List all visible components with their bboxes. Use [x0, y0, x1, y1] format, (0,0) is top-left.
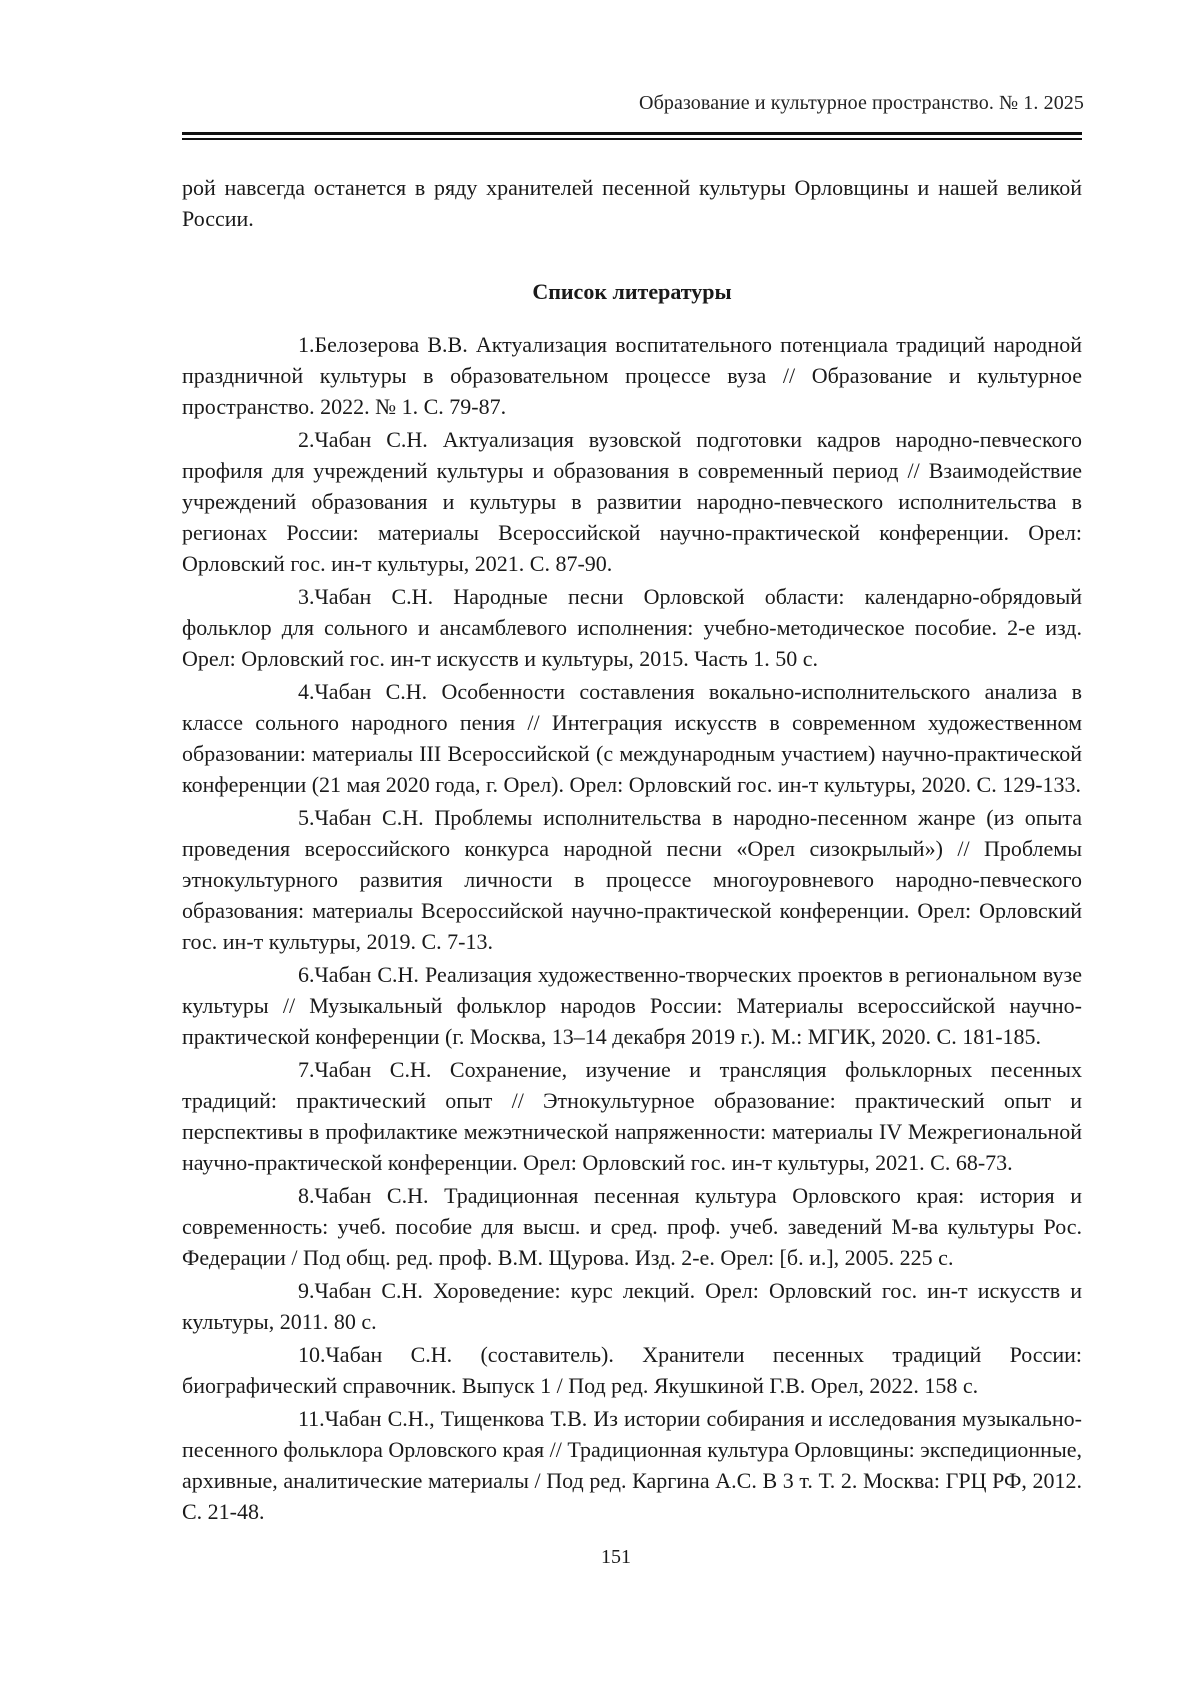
- reference-item: [182, 581, 1082, 674]
- reference-text: Чабан С.Н. (составитель). Хранители песенных традиций России: биографический справочник. Выпуск 1 / Под ред. Якушкиной Г.В. Орел, 2022. 158 с.: [182, 1342, 1082, 1398]
- reference-item: [182, 424, 1082, 579]
- running-header: Образование и культурное пространство. № 1. 2025: [639, 92, 1084, 114]
- reference-item: [182, 1054, 1082, 1178]
- reference-text: Чабан С.Н. Народные песни Орловской области: календарно-обрядовый фольклор для сольного и ансамблевого исполнения: учебно-методическое пособие. 2-е изд. Орел: Орловский гос. ин-т искусств и культуры, 2015. Часть 1. 50 с.: [182, 584, 1082, 671]
- reference-text: Чабан С.Н. Актуализация вузовской подготовки кадров народно-певческого профиля для учреждений культуры и образования в современный период // Взаимодействие учреждений образования и культуры в развитии народно-певческого исполнительства в регионах России: материалы Всероссийской научно-практической конференции. Орел: Орловский гос. ин-т культуры, 2021. С. 87-90.: [182, 427, 1082, 576]
- reference-item: [182, 1180, 1082, 1273]
- reference-text: Чабан С.Н. Хороведение: курс лекций. Орел: Орловский гос. ин-т искусств и культуры, 2011. 80 с.: [182, 1278, 1082, 1334]
- reference-number: 1.: [298, 332, 315, 357]
- reference-text: Чабан С.Н. Традиционная песенная культура Орловского края: история и современность: учеб. пособие для высш. и сред. проф. учеб. заведений М-ва культуры Рос. Федерации / Под общ. ред. проф. В.М. Щурова. Изд. 2-е. Орел: [б. и.], 2005. 225 с.: [182, 1183, 1082, 1270]
- reference-text: Чабан С.Н. Реализация художественно-творческих проектов в региональном вузе культуры // Музыкальный фольклор народов России: Материалы всероссийской научно-практической конференции (г. Москва, 13–14 декабря 2019 г.). М.: МГИК, 2020. С. 181-185.: [182, 962, 1082, 1049]
- header-rule-thin: [182, 138, 1082, 140]
- reference-number: 8.: [298, 1183, 315, 1208]
- reference-number: 9.: [298, 1278, 315, 1303]
- reference-number: 3.: [298, 584, 315, 609]
- reference-item: [182, 959, 1082, 1052]
- reference-text: Чабан С.Н. Проблемы исполнительства в народно-песенном жанре (из опыта проведения всероссийского конкурса народной песни «Орел сизокрылый») // Проблемы этнокультурного развития личности в процессе многоуровневого народно-певческого образования: материалы Всероссийской научно-практической конференции. Орел: Орловский гос. ин-т культуры, 2019. С. 7-13.: [182, 805, 1082, 954]
- reference-text: Чабан С.Н. Особенности составления вокально-исполнительского анализа в классе сольного народного пения // Интеграция искусств в современном художественном образовании: материалы III Всероссийской (с международным участием) научно-практической конференции (21 мая 2020 года, г. Орел). Орел: Орловский гос. ин-т культуры, 2020. С. 129-133.: [182, 679, 1082, 797]
- reference-number: 2.: [298, 427, 315, 452]
- references-list: [182, 329, 1082, 1527]
- reference-text: Белозерова В.В. Актуализация воспитательного потенциала традиций народной праздничной культуры в образовательном процессе вуза // Образование и культурное пространство. 2022. № 1. С. 79-87.: [182, 332, 1082, 419]
- reference-number: 10.: [298, 1342, 326, 1367]
- main-content: [182, 172, 1082, 1529]
- reference-number: 5.: [298, 805, 315, 830]
- reference-text: Чабан С.Н. Сохранение, изучение и трансляция фольклорных песенных традиций: практический опыт // Этнокультурное образование: практический опыт и перспективы в профилактике межэтнической напряженности: материалы IV Межрегиональной научно-практической конференции. Орел: Орловский гос. ин-т культуры, 2021. С. 68-73.: [182, 1057, 1082, 1175]
- reference-item: [182, 802, 1082, 957]
- reference-number: 11.: [298, 1406, 325, 1431]
- reference-text: Чабан С.Н., Тищенкова Т.В. Из истории собирания и исследования музыкально-песенного фольклора Орловского края // Традиционная культура Орловщины: экспедиционные, архивные, аналитические материалы / Под ред. Каргина А.С. В 3 т. Т. 2. Москва: ГРЦ РФ, 2012. С. 21-48.: [182, 1406, 1082, 1524]
- page-number: 151: [601, 1546, 631, 1568]
- reference-item: [182, 1403, 1082, 1527]
- reference-number: 4.: [298, 679, 315, 704]
- references-title: Список литературы: [532, 279, 732, 304]
- reference-number: 7.: [298, 1057, 315, 1082]
- reference-number: 6.: [298, 962, 315, 987]
- reference-item: [182, 676, 1082, 800]
- body-paragraph-continuation: рой навсегда останется в ряду хранителей песенной культуры Орловщины и нашей великой России.: [182, 175, 1082, 231]
- reference-item: [182, 1339, 1082, 1401]
- reference-item: [182, 329, 1082, 422]
- header-double-rule: [182, 132, 1082, 140]
- reference-item: [182, 1275, 1082, 1337]
